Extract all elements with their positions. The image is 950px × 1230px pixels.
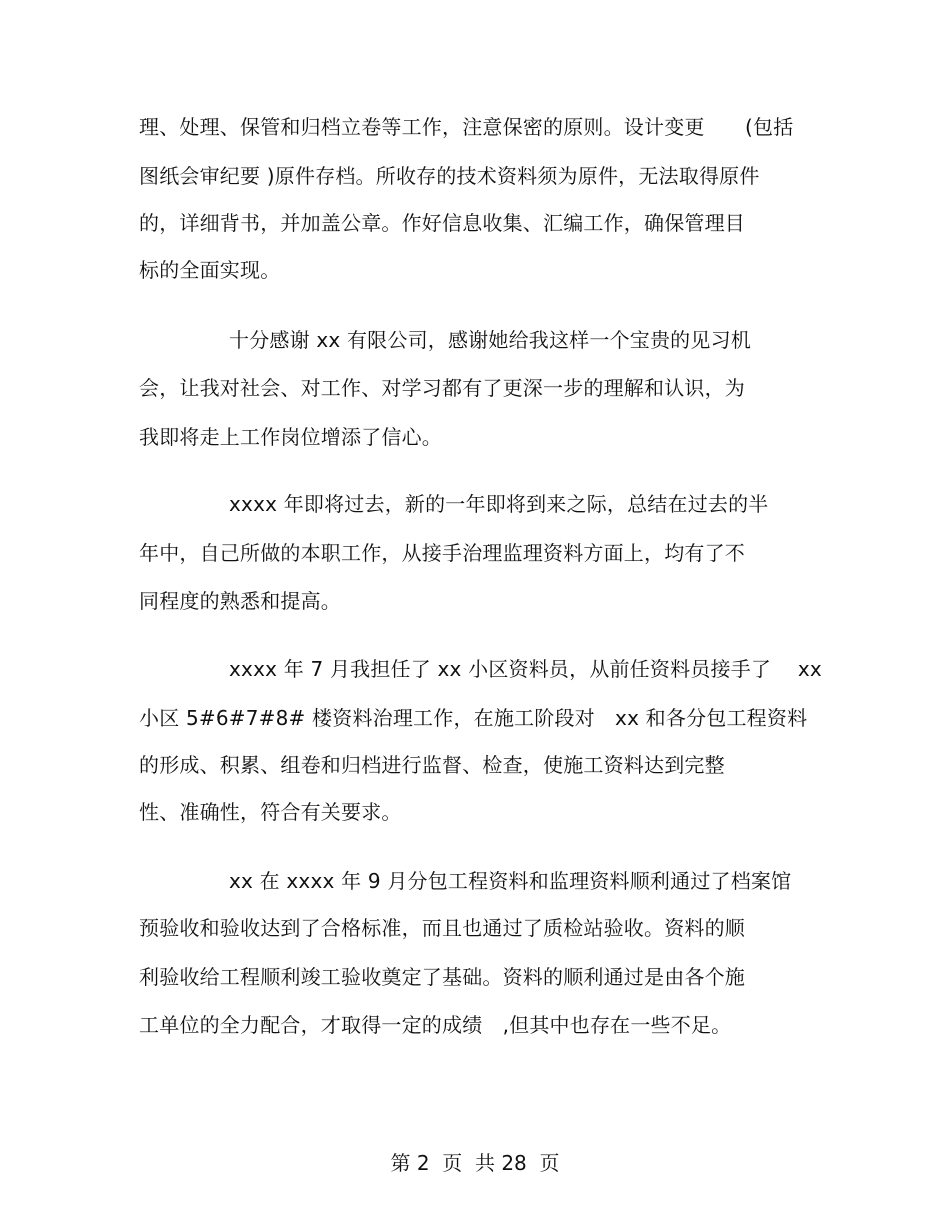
paragraph-2-line-2: 会，让我对社会、对工作、对学习都有了更深一步的理解和认识，为 [139, 376, 745, 400]
paragraph-1-line-3: 的，详细背书，并加盖公章。作好信息收集、汇编工作，确保管理目 [139, 211, 745, 235]
paragraph-4-line-3: 的形成、积累、组卷和归档进行监督、检查，使施工资料达到完整 [139, 753, 725, 777]
paragraph-3-line-3: 同程度的熟悉和提高。 [139, 589, 341, 613]
page-number-footer: 第 2 页 共 28 页 [390, 1151, 560, 1175]
paragraph-5-line-4: 工单位的全力配合，才取得一定的成绩 ,但其中也存在一些不足。 [139, 1013, 732, 1037]
paragraph-4-line-2: 小区 5#6#7#8# 楼资料治理工作，在施工阶段对 xx 和各分包工程资料 [139, 706, 808, 730]
paragraph-4-line-1: xxxx 年 7 月我担任了 xx 小区资料员，从前任资料员接手了 xx [229, 657, 822, 681]
paragraph-4-line-4: 性、准确性，符合有关要求。 [139, 800, 402, 824]
paragraph-2-line-3: 我即将走上工作岗位增添了信心。 [139, 425, 442, 449]
paragraph-3-line-1: xxxx 年即将过去，新的一年即将到来之际，总结在过去的半 [229, 492, 769, 516]
paragraph-2-line-1: 十分感谢 xx 有限公司，感谢她给我这样一个宝贵的见习机 [229, 328, 751, 352]
paragraph-5-line-1: xx 在 xxxx 年 9 月分包工程资料和监理资料顺利通过了档案馆 [229, 869, 792, 893]
paragraph-5-line-3: 利验收给工程顺利竣工验收奠定了基础。资料的顺利通过是由各个施 [139, 965, 745, 989]
paragraph-5-line-2: 预验收和验收达到了合格标准，而且也通过了质检站验收。资料的顺 [139, 916, 745, 940]
paragraph-1-line-2: 图纸会审纪要 )原件存档。所收存的技术资料须为原件，无法取得原件 [139, 164, 760, 188]
paragraph-1-line-4: 标的全面实现。 [139, 258, 281, 282]
paragraph-1-line-1: 理、处理、保管和归档立卷等工作，注意保密的原则。设计变更 (包括 [139, 115, 794, 139]
paragraph-3-line-2: 年中，自己所做的本职工作，从接手治理监理资料方面上，均有了不 [139, 541, 745, 565]
